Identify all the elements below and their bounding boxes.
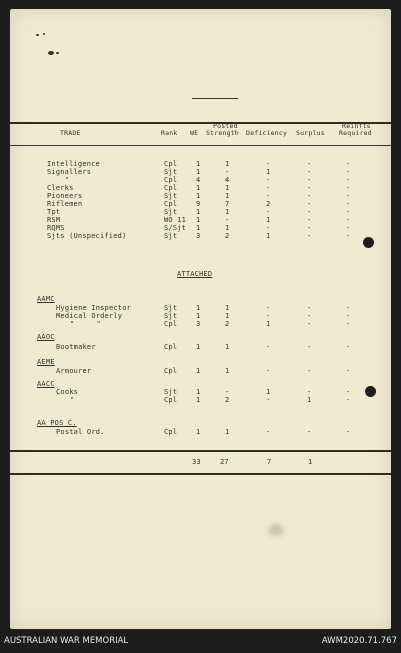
cell-trade: Pioneers bbox=[47, 192, 83, 200]
cell-posted: 1 bbox=[225, 184, 230, 192]
cell-rank: Cpl bbox=[164, 176, 178, 184]
cell-we: 1 bbox=[196, 208, 201, 216]
cell-reinf: - bbox=[346, 176, 351, 184]
cell-deficiency: - bbox=[266, 312, 271, 320]
cell-deficiency: 1 bbox=[266, 232, 271, 240]
cell-trade: Clerks bbox=[47, 184, 74, 192]
cell-surplus: 1 bbox=[307, 396, 312, 404]
header-reinf-1: Reinfts bbox=[342, 122, 371, 130]
cell-surplus: - bbox=[307, 168, 312, 176]
cell-rank: Cpl bbox=[164, 343, 178, 351]
cell-trade: " " bbox=[70, 320, 101, 328]
cell-rank: Cpl bbox=[164, 320, 178, 328]
cell-surplus: - bbox=[307, 312, 312, 320]
cell-trade: RSM bbox=[47, 216, 61, 224]
cell-we: 1 bbox=[196, 396, 201, 404]
cell-surplus: - bbox=[307, 320, 312, 328]
cell-reinf: - bbox=[346, 320, 351, 328]
cell-rank: Sjt bbox=[164, 388, 178, 396]
cell-we: 1 bbox=[196, 224, 201, 232]
cell-reinf: - bbox=[346, 208, 351, 216]
attached-unit: AAOC bbox=[37, 333, 55, 341]
cell-rank: Sjt bbox=[164, 208, 178, 216]
cell-deficiency: 1 bbox=[266, 216, 271, 224]
cell-posted: 7 bbox=[225, 200, 230, 208]
cell-rank: Sjt bbox=[164, 312, 178, 320]
cell-we: 1 bbox=[196, 312, 201, 320]
cell-rank: Cpl bbox=[164, 184, 178, 192]
footer-left: AUSTRALIAN WAR MEMORIAL bbox=[4, 636, 129, 646]
cell-rank: Cpl bbox=[164, 428, 178, 436]
cell-trade: Bootmaker bbox=[56, 343, 96, 351]
ink-spot bbox=[43, 33, 45, 35]
cell-posted: 4 bbox=[225, 176, 230, 184]
cell-reinf: - bbox=[346, 184, 351, 192]
header-top-rule bbox=[10, 122, 391, 124]
cell-trade: Tpt bbox=[47, 208, 61, 216]
cell-we: 3 bbox=[196, 232, 201, 240]
cell-reinf: - bbox=[346, 200, 351, 208]
cell-posted: 1 bbox=[225, 304, 230, 312]
cell-reinf: - bbox=[346, 396, 351, 404]
cell-we: 1 bbox=[196, 184, 201, 192]
totals-bottom-rule bbox=[10, 473, 391, 475]
paper-smudge bbox=[268, 524, 284, 536]
cell-trade: Cooks bbox=[56, 388, 79, 396]
cell-we: 3 bbox=[196, 320, 201, 328]
cell-trade: Hygiene Inspector bbox=[56, 304, 132, 312]
cell-posted: 1 bbox=[225, 192, 230, 200]
cell-deficiency: - bbox=[266, 176, 271, 184]
footer-right: AWM2020.71.767 bbox=[321, 636, 397, 646]
cell-surplus: - bbox=[307, 224, 312, 232]
cell-we: 1 bbox=[196, 388, 201, 396]
cell-trade: " bbox=[70, 396, 75, 404]
cell-surplus: - bbox=[307, 232, 312, 240]
cell-deficiency: - bbox=[266, 192, 271, 200]
cell-rank: Sjt bbox=[164, 192, 178, 200]
cell-trade: Medical Orderly bbox=[56, 312, 123, 320]
cell-deficiency: - bbox=[266, 160, 271, 168]
cell-trade: Armourer bbox=[56, 367, 92, 375]
cell-rank: Sjt bbox=[164, 232, 178, 240]
header-rank: Rank bbox=[161, 129, 178, 137]
total-surplus: 1 bbox=[308, 458, 313, 466]
cell-surplus: - bbox=[307, 160, 312, 168]
cell-trade: Riflemen bbox=[47, 200, 83, 208]
cell-posted: 1 bbox=[225, 312, 230, 320]
cell-surplus: - bbox=[307, 216, 312, 224]
cell-posted: 1 bbox=[225, 428, 230, 436]
cell-trade: " bbox=[65, 176, 70, 184]
cell-surplus: - bbox=[307, 200, 312, 208]
cell-deficiency: 1 bbox=[266, 388, 271, 396]
cell-we: 1 bbox=[196, 216, 201, 224]
cell-we: 4 bbox=[196, 176, 201, 184]
cell-deficiency: 2 bbox=[266, 200, 271, 208]
header-bottom-rule bbox=[10, 145, 391, 146]
cell-reinf: - bbox=[346, 304, 351, 312]
attached-unit: AAMC bbox=[37, 295, 55, 303]
cell-we: 1 bbox=[196, 428, 201, 436]
total-posted: 27 bbox=[220, 458, 229, 466]
cell-deficiency: - bbox=[266, 428, 271, 436]
cell-rank: Cpl bbox=[164, 200, 178, 208]
ink-spot bbox=[48, 51, 54, 55]
attached-unit: AA POS C. bbox=[37, 419, 77, 427]
cell-trade: Intelligence bbox=[47, 160, 100, 168]
cell-reinf: - bbox=[346, 224, 351, 232]
cell-reinf: - bbox=[346, 367, 351, 375]
cell-deficiency: 1 bbox=[266, 168, 271, 176]
cell-reinf: - bbox=[346, 160, 351, 168]
cell-posted: 1 bbox=[225, 208, 230, 216]
totals-top-rule bbox=[10, 450, 391, 452]
cell-we: 1 bbox=[196, 367, 201, 375]
cell-reinf: - bbox=[346, 216, 351, 224]
cell-posted: 2 bbox=[225, 320, 230, 328]
cell-trade: Postal Ord. bbox=[56, 428, 105, 436]
ink-spot bbox=[36, 34, 39, 36]
top-short-rule bbox=[192, 98, 238, 99]
cell-we: 1 bbox=[196, 160, 201, 168]
cell-posted: 1 bbox=[225, 343, 230, 351]
cell-deficiency: - bbox=[266, 184, 271, 192]
cell-rank: WO 11 bbox=[164, 216, 187, 224]
cell-surplus: - bbox=[307, 367, 312, 375]
cell-reinf: - bbox=[346, 168, 351, 176]
header-trade: TRADE bbox=[60, 129, 81, 137]
cell-rank: Cpl bbox=[164, 396, 178, 404]
ink-spot bbox=[56, 52, 59, 54]
cell-trade: Signallers bbox=[47, 168, 92, 176]
cell-posted: 1 bbox=[225, 367, 230, 375]
cell-posted: - bbox=[225, 216, 230, 224]
cell-deficiency: - bbox=[266, 367, 271, 375]
cell-surplus: - bbox=[307, 428, 312, 436]
cell-deficiency: - bbox=[266, 208, 271, 216]
header-posted-2: Strength bbox=[206, 129, 239, 137]
cell-rank: Sjt bbox=[164, 168, 178, 176]
cell-posted: 1 bbox=[225, 160, 230, 168]
header-deficiency: Deficiency bbox=[246, 129, 288, 137]
cell-surplus: - bbox=[307, 304, 312, 312]
footer-bar bbox=[0, 629, 401, 653]
cell-surplus: - bbox=[307, 343, 312, 351]
cell-reinf: - bbox=[346, 232, 351, 240]
header-we: WE bbox=[190, 129, 199, 137]
cell-posted: - bbox=[225, 388, 230, 396]
total-deficiency: 7 bbox=[267, 458, 272, 466]
cell-posted: 1 bbox=[225, 224, 230, 232]
total-we: 33 bbox=[192, 458, 201, 466]
attached-unit: AEME bbox=[37, 358, 55, 366]
document-page bbox=[10, 9, 391, 629]
cell-reinf: - bbox=[346, 428, 351, 436]
header-surplus: Surplus bbox=[296, 129, 325, 137]
cell-surplus: - bbox=[307, 388, 312, 396]
cell-rank: Cpl bbox=[164, 367, 178, 375]
cell-we: 1 bbox=[196, 304, 201, 312]
cell-surplus: - bbox=[307, 192, 312, 200]
punch-hole bbox=[365, 386, 376, 397]
cell-we: 1 bbox=[196, 192, 201, 200]
cell-trade: RQMS bbox=[47, 224, 65, 232]
cell-posted: - bbox=[225, 168, 230, 176]
cell-rank: Sjt bbox=[164, 304, 178, 312]
cell-we: 9 bbox=[196, 200, 201, 208]
cell-posted: 2 bbox=[225, 396, 230, 404]
cell-reinf: - bbox=[346, 192, 351, 200]
cell-surplus: - bbox=[307, 176, 312, 184]
cell-surplus: - bbox=[307, 208, 312, 216]
attached-unit: AACC bbox=[37, 380, 55, 388]
cell-posted: 2 bbox=[225, 232, 230, 240]
cell-deficiency: 1 bbox=[266, 320, 271, 328]
cell-deficiency: - bbox=[266, 343, 271, 351]
cell-rank: S/Sjt bbox=[164, 224, 187, 232]
cell-reinf: - bbox=[346, 388, 351, 396]
header-posted-1: Posted bbox=[213, 122, 238, 130]
header-reinf-2: Required bbox=[339, 129, 372, 137]
cell-we: 1 bbox=[196, 343, 201, 351]
cell-deficiency: - bbox=[266, 396, 271, 404]
cell-deficiency: - bbox=[266, 224, 271, 232]
attached-title: ATTACHED bbox=[177, 270, 213, 278]
cell-rank: Cpl bbox=[164, 160, 178, 168]
cell-reinf: - bbox=[346, 343, 351, 351]
punch-hole bbox=[363, 237, 374, 248]
cell-surplus: - bbox=[307, 184, 312, 192]
cell-reinf: - bbox=[346, 312, 351, 320]
cell-we: 1 bbox=[196, 168, 201, 176]
cell-trade: Sjts (Unspecified) bbox=[47, 232, 127, 240]
cell-deficiency: - bbox=[266, 304, 271, 312]
